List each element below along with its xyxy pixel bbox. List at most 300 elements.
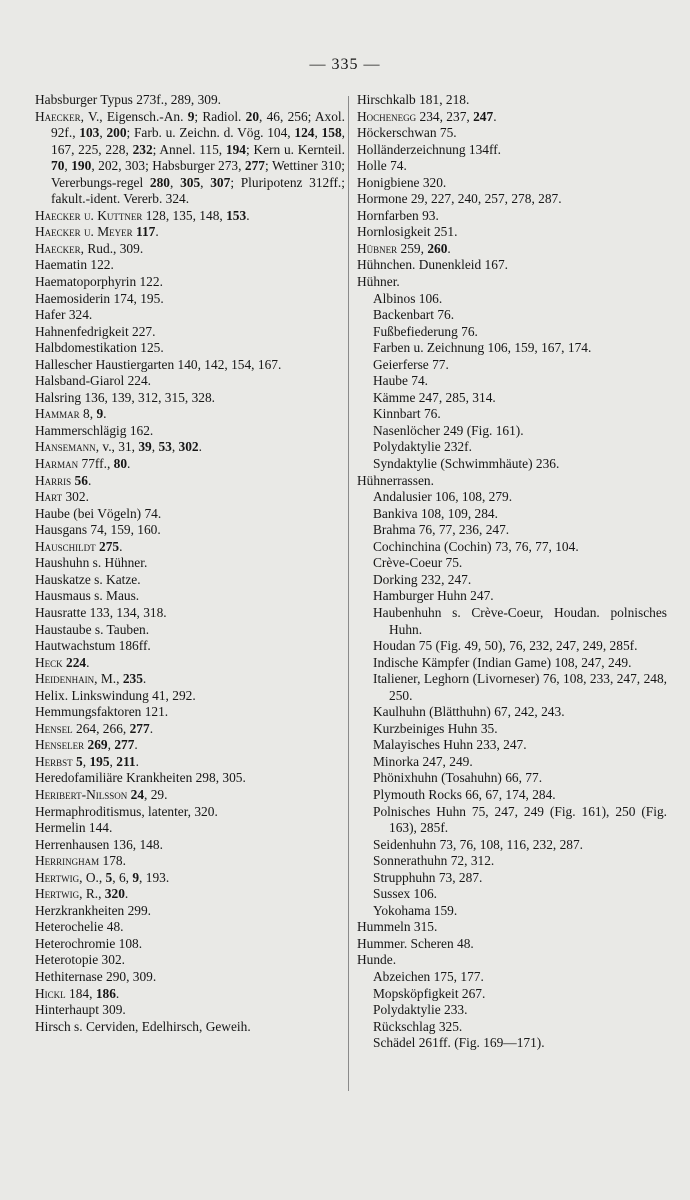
entry-text: . (119, 538, 123, 554)
index-entry (35, 671, 345, 688)
index-subentry (357, 307, 667, 324)
author-name: Hertwig (35, 869, 80, 885)
index-entry (357, 208, 667, 225)
index-entry (35, 870, 345, 887)
entry-text: 77ff., (78, 456, 114, 472)
entry-text: , 6, (112, 869, 133, 885)
entry-text: ; Farb. u. Zeichn. d. Vög. 104, (126, 125, 295, 141)
entry-text: , (109, 753, 117, 769)
page-number: — 335 — (309, 56, 381, 73)
page-ref-bold: 158 (321, 125, 342, 141)
index-entry (357, 92, 667, 109)
page-ref-bold: 277 (114, 737, 135, 753)
index-entry (35, 853, 345, 870)
entry-text: . (149, 720, 154, 736)
page-ref-bold: 9 (132, 869, 140, 885)
entry-text: , v., 31, (95, 439, 139, 455)
entry-text: Houdan 75 (Fig. 49, 50), 76, 232, 247, 249, 285f. (373, 638, 638, 654)
index-subentry (357, 804, 667, 837)
index-subentry (357, 373, 667, 390)
index-subentry (357, 886, 667, 903)
index-entry (35, 291, 345, 308)
index-entry (35, 489, 345, 506)
page-ref-bold: 280 (149, 174, 170, 190)
entry-text: Heterochromie 108. (35, 935, 143, 951)
index-entry (35, 324, 345, 341)
entry-text: Schädel 261ff. (Fig. 169—171). (373, 1035, 545, 1051)
page-ref-bold: 277 (244, 158, 265, 174)
index-entry (35, 605, 345, 622)
entry-text: . (246, 207, 250, 223)
index-subentry (357, 1002, 667, 1019)
author-name: Harris (35, 472, 72, 488)
entry-text: Sonnerathuhn 72, 312. (373, 853, 495, 869)
entry-text: . (86, 654, 90, 670)
index-entry (35, 986, 345, 1003)
entry-text: Hühnchen. Dunenkleid 167. (357, 257, 508, 273)
author-name: Hauschildt (35, 538, 96, 554)
page-ref-bold: 275 (99, 538, 120, 554)
index-entry (357, 274, 667, 291)
index-entry (35, 208, 345, 225)
page-ref-bold: 153 (226, 207, 247, 223)
entry-text: Fußbefiederung 76. (373, 323, 478, 339)
entry-text: Holle 74. (357, 158, 407, 174)
entry-text: Hauskatze s. Katze. (35, 571, 141, 587)
entry-text: , (171, 439, 179, 455)
page-ref-bold: 39 (138, 439, 152, 455)
page-ref-bold: 195 (89, 753, 110, 769)
index-entry (35, 886, 345, 903)
author-name: Hansemann (35, 439, 96, 455)
entry-text: Hunde. (357, 952, 397, 968)
entry-text: . (155, 224, 159, 240)
index-entry (35, 1019, 345, 1036)
page-ref-bold: 56 (74, 472, 88, 488)
index-subentry (357, 489, 667, 506)
page-ref-bold: 53 (158, 439, 172, 455)
entry-text: Herzkrankheiten 299. (35, 902, 152, 918)
entry-text: Farben u. Zeichnung 106, 159, 167, 174. (373, 340, 592, 356)
index-entry (35, 804, 345, 821)
entry-text: ; Radiol. (194, 108, 246, 124)
index-entry (357, 224, 667, 241)
entry-text: Hummeln 315. (357, 919, 438, 935)
entry-text: , (151, 439, 159, 455)
entry-text: Haushuhn s. Hühner. (35, 555, 148, 571)
entry-text: , Rud., 309. (80, 240, 144, 256)
entry-text: Hormone 29, 227, 240, 257, 278, 287. (357, 191, 562, 207)
entry-text: 234, 237, (416, 108, 474, 124)
entry-text: Hausratte 133, 134, 318. (35, 604, 167, 620)
entry-text: Hautwachstum 186ff. (35, 638, 151, 654)
entry-text: . (103, 406, 107, 422)
entry-text: Abzeichen 175, 177. (373, 968, 484, 984)
author-name: Heck (35, 654, 63, 670)
author-name: Haecker (35, 108, 81, 124)
entry-text: Haemosiderin 174, 195. (35, 290, 164, 306)
entry-text: Kurzbeiniges Huhn 35. (373, 720, 498, 736)
index-entry (35, 721, 345, 738)
entry-text: Halbdomestikation 125. (35, 340, 164, 356)
index-subentry (357, 754, 667, 771)
index-entry (35, 423, 345, 440)
index-entry (35, 688, 345, 705)
index-entry (35, 92, 345, 109)
page-ref-bold: 260 (427, 240, 448, 256)
index-entry (35, 622, 345, 639)
entry-text: Haematin 122. (35, 257, 114, 273)
author-name: Herbst (35, 753, 73, 769)
entry-text: Helix. Linkswindung 41, 292. (35, 687, 196, 703)
entry-text: Halsband-Giarol 224. (35, 373, 152, 389)
entry-text: 8, (79, 406, 97, 422)
index-subentry (357, 969, 667, 986)
index-subentry (357, 837, 667, 854)
index-entry (35, 903, 345, 920)
index-subentry (357, 390, 667, 407)
author-name: Hertwig (35, 886, 80, 902)
index-entry (357, 936, 667, 953)
entry-text: Bankiva 108, 109, 284. (373, 505, 498, 521)
index-entry (35, 969, 345, 986)
index-entry (35, 638, 345, 655)
index-entry (35, 373, 345, 390)
entry-text: Seidenhuhn 73, 76, 108, 116, 232, 287. (373, 836, 584, 852)
entry-text: Haubenhuhn s. Crève-Coeur, Houdan. polnisches Huhn. (373, 604, 667, 637)
index-entry (357, 191, 667, 208)
page-ref-bold: 124 (294, 125, 315, 141)
entry-text: Hemmungsfaktoren 121. (35, 704, 169, 720)
index-entry (35, 109, 345, 208)
index-subentry (357, 324, 667, 341)
entry-text: , 29. (144, 786, 168, 802)
entry-text: , 46, 256; Axol. 92f., (51, 108, 345, 141)
entry-text: . (87, 472, 92, 488)
entry-text: Hirschkalb 181, 218. (357, 92, 470, 107)
author-name: Hickl (35, 985, 66, 1001)
entry-text: Kaulhuhn (Blätthuhn) 67, 242, 243. (373, 704, 565, 720)
author-name: Haecker u. Kuttner (35, 207, 143, 223)
index-entry (357, 109, 667, 126)
page-ref-bold: 269 (87, 737, 108, 753)
author-name: Herringham (35, 853, 100, 869)
index-entry (35, 539, 345, 556)
entry-text: 264, 266, (72, 720, 130, 736)
author-name: Heribert-Nilsson (35, 786, 128, 802)
index-entry (35, 820, 345, 837)
entry-text: Sussex 106. (373, 886, 437, 902)
page-ref-bold: 9 (187, 108, 195, 124)
index-subentry (357, 439, 667, 456)
entry-text: Polnisches Huhn 75, 247, 249 (Fig. 161), 250 (Fig. 163), 285f. (373, 803, 667, 836)
entry-text: , (64, 158, 72, 174)
author-name: Haecker (35, 240, 81, 256)
entry-text: Kämme 247, 285, 314. (373, 389, 496, 405)
index-subentry (357, 539, 667, 556)
author-name: Henseler (35, 737, 85, 753)
entry-text: Hallescher Haustiergarten 140, 142, 154, 167. (35, 356, 282, 372)
entry-text: . (142, 671, 147, 687)
index-subentry (357, 605, 667, 638)
author-name: Hensel (35, 720, 73, 736)
page-ref-bold: 277 (129, 720, 150, 736)
entry-text: Höckerschwan 75. (357, 125, 457, 141)
index-subentry (357, 870, 667, 887)
page-ref-bold: 5 (76, 753, 83, 769)
entry-text: Hermelin 144. (35, 820, 113, 836)
index-subentry (357, 737, 667, 754)
page-ref-bold: 190 (71, 158, 92, 174)
entry-text: . (135, 753, 139, 769)
index-entry (357, 919, 667, 936)
page-ref-bold: 9 (96, 406, 104, 422)
column-divider (348, 96, 349, 1091)
index-subentry (357, 506, 667, 523)
index-entry (357, 241, 667, 258)
entry-text: 302. (62, 489, 89, 505)
entry-text: Hornlosigkeit 251. (357, 224, 458, 240)
page-ref-bold: 200 (106, 125, 127, 141)
index-column-left (35, 92, 345, 1035)
entry-text: , (82, 753, 90, 769)
author-name: Hübner (357, 240, 398, 256)
author-name: Haecker u. Meyer (35, 224, 133, 240)
author-name: Hammar (35, 406, 80, 422)
entry-text: Plymouth Rocks 66, 67, 174, 284. (373, 786, 556, 802)
index-entry (357, 125, 667, 142)
entry-text: Malayisches Huhn 233, 247. (373, 737, 527, 753)
page-ref-bold: 186 (95, 985, 116, 1001)
entry-text: Polydaktylie 233. (373, 1002, 468, 1018)
entry-text: Haube (bei Vögeln) 74. (35, 505, 162, 521)
index-subentry (357, 655, 667, 672)
index-subentry (357, 522, 667, 539)
entry-text: , 193. (139, 869, 170, 885)
entry-text: Crève-Coeur 75. (373, 555, 463, 571)
entry-text: ; Annel. 115, (152, 141, 226, 157)
index-entry (35, 737, 345, 754)
entry-text: Rückschlag 325. (373, 1018, 463, 1034)
index-entry (35, 936, 345, 953)
entry-text: Hausmaus s. Maus. (35, 588, 140, 604)
entry-text: Habsburger Typus 273f., 289, 309. (35, 92, 222, 107)
index-entry (35, 555, 345, 572)
entry-text: Minorka 247, 249. (373, 753, 473, 769)
index-entry (35, 837, 345, 854)
page-ref-bold: 20 (245, 108, 260, 124)
entry-text: Holländerzeichnung 134ff. (357, 141, 502, 157)
index-subentry (357, 357, 667, 374)
page-ref-bold: 194 (225, 141, 246, 157)
entry-text: Hühnerrassen. (357, 472, 434, 488)
index-entry (357, 142, 667, 159)
index-subentry (357, 588, 667, 605)
page-ref-bold: 103 (79, 125, 100, 141)
entry-text: Hornfarben 93. (357, 207, 439, 223)
entry-text: Italiener, Leghorn (Livorneser) 76, 108, 233, 247, 248, 250. (373, 671, 667, 703)
entry-text: Cochinchina (Cochin) 73, 76, 77, 104. (373, 538, 579, 554)
index-entry (357, 175, 667, 192)
index-subentry (357, 572, 667, 589)
entry-text: Andalusier 106, 108, 279. (373, 489, 513, 505)
author-name: Hart (35, 489, 63, 505)
page-ref-bold: 211 (116, 753, 136, 769)
index-entry (357, 952, 667, 969)
entry-text: , V., Eigensch.-An. (80, 108, 188, 124)
entry-text: . (127, 456, 131, 472)
entry-text: Hethiternase 290, 309. (35, 968, 157, 984)
entry-text: Hummer. Scheren 48. (357, 935, 474, 951)
entry-text: Haematoporphyrin 122. (35, 274, 163, 290)
index-entry (35, 919, 345, 936)
page-ref-bold: 224 (66, 654, 87, 670)
page-ref-bold: 70 (51, 158, 65, 174)
page-ref-bold: 247 (473, 108, 494, 124)
index-subentry (357, 986, 667, 1003)
index-subentry (357, 787, 667, 804)
entry-text: . (134, 737, 138, 753)
entry-text: Hamburger Huhn 247. (373, 588, 494, 604)
index-subentry (357, 456, 667, 473)
index-subentry (357, 638, 667, 655)
entry-text: Brahma 76, 77, 236, 247. (373, 522, 510, 538)
entry-text: , 167, 225, 228, (51, 125, 345, 157)
entry-text: Kinnbart 76. (373, 406, 441, 422)
index-entry (35, 754, 345, 771)
entry-text: , (170, 174, 181, 190)
index-subentry (357, 423, 667, 440)
entry-text: 184, (65, 985, 96, 1001)
entry-text: . (115, 985, 120, 1001)
index-entry (357, 257, 667, 274)
entry-text: , O., (79, 869, 106, 885)
entry-text: Hafer 324. (35, 307, 93, 323)
author-name: Hochenegg (357, 108, 417, 124)
page-ref-bold: 24 (130, 786, 145, 802)
entry-text: Hausgans 74, 159, 160. (35, 522, 161, 538)
entry-text: . (447, 240, 451, 256)
entry-text: Hühner. (357, 274, 400, 290)
index-subentry (357, 291, 667, 308)
entry-text: . (493, 108, 497, 124)
index-subentry (357, 1035, 667, 1052)
index-entry (357, 473, 667, 490)
entry-text: Haube 74. (373, 373, 429, 389)
page-ref-bold: 302 (178, 439, 199, 455)
index-entry (35, 770, 345, 787)
entry-text: Heterochelie 48. (35, 919, 124, 935)
index-entry (35, 655, 345, 672)
index-entry (35, 1002, 345, 1019)
page-ref-bold: 5 (105, 869, 113, 885)
index-subentry (357, 555, 667, 572)
entry-text: 128, 135, 148, (142, 207, 227, 223)
entry-text: 259, (397, 240, 428, 256)
index-entry (35, 390, 345, 407)
index-entry (35, 224, 345, 241)
entry-text: Syndaktylie (Schwimmhäute) 236. (373, 456, 560, 472)
entry-text: Heterotopie 302. (35, 952, 125, 968)
entry-text: Backenbart 76. (373, 307, 455, 323)
index-entry (35, 241, 345, 258)
index-entry (35, 572, 345, 589)
entry-text: Hammerschlägig 162. (35, 422, 154, 438)
index-subentry (357, 406, 667, 423)
entry-text: Hahnenfedrigkeit 227. (35, 323, 156, 339)
entry-text: . (198, 439, 202, 455)
index-subentry (357, 903, 667, 920)
entry-text: Dorking 232, 247. (373, 571, 472, 587)
index-entry (35, 439, 345, 456)
entry-text: Yokohama 159. (373, 902, 458, 918)
entry-text: Herrenhausen 136, 148. (35, 836, 163, 852)
entry-text: Honigbiene 320. (357, 174, 447, 190)
entry-text: Indische Kämpfer (Indian Game) 108, 247, 249. (373, 654, 632, 670)
index-entry (35, 952, 345, 969)
entry-text: , M., (94, 671, 123, 687)
entry-text: 178. (99, 853, 126, 869)
index-subentry (357, 1019, 667, 1036)
entry-text: , (200, 174, 211, 190)
entry-text: Geierferse 77. (373, 356, 449, 372)
entry-text: , (314, 125, 322, 141)
entry-text: ; Wettiner 310; Vererbungs-regel (51, 158, 345, 190)
index-entry (35, 704, 345, 721)
entry-text: Strupphuhn 73, 287. (373, 869, 483, 885)
index-subentry (357, 340, 667, 357)
index-entry (35, 473, 345, 490)
index-subentry (357, 853, 667, 870)
entry-text: Hinterhaupt 309. (35, 1002, 126, 1018)
entry-text: Heredofamiliäre Krankheiten 298, 305. (35, 770, 246, 786)
index-entry (35, 787, 345, 804)
entry-text: Hermaphroditismus, latenter, 320. (35, 803, 218, 819)
page-ref-bold: 232 (132, 141, 153, 157)
entry-text: Albinos 106. (373, 290, 443, 306)
author-name: Heidenhain (35, 671, 95, 687)
entry-text: , (107, 737, 115, 753)
entry-text: , (99, 125, 107, 141)
page-ref-bold: 235 (122, 671, 143, 687)
index-entry (35, 588, 345, 605)
index-entry (35, 522, 345, 539)
entry-text: . (124, 886, 129, 902)
index-entry (35, 357, 345, 374)
page-ref-bold: 305 (180, 174, 201, 190)
entry-text: Hirsch s. Cerviden, Edelhirsch, Geweih. (35, 1018, 251, 1034)
index-subentry (357, 704, 667, 721)
entry-text: Mopsköpfigkeit 267. (373, 985, 486, 1001)
entry-text: , R., (79, 886, 105, 902)
entry-text: Halsring 136, 139, 312, 315, 328. (35, 389, 216, 405)
index-subentry (357, 671, 667, 704)
index-entry (35, 406, 345, 423)
entry-text: ; Pluripotenz 312ff.; fakult.-ident. Vererb. 324. (51, 174, 346, 207)
page-ref-bold: 307 (210, 174, 231, 190)
index-entry (35, 506, 345, 523)
index-entry (357, 158, 667, 175)
page-ref-bold: 80 (113, 456, 128, 472)
entry-text: Haustaube s. Tauben. (35, 621, 150, 637)
entry-text: ; Kern u. Kernteil. (246, 141, 346, 157)
index-entry (35, 456, 345, 473)
entry-text: Nasenlöcher 249 (Fig. 161). (373, 422, 524, 438)
index-entry (35, 340, 345, 357)
page-ref-bold: 320 (104, 886, 125, 902)
entry-text: Polydaktylie 232f. (373, 439, 472, 455)
index-subentry (357, 721, 667, 738)
